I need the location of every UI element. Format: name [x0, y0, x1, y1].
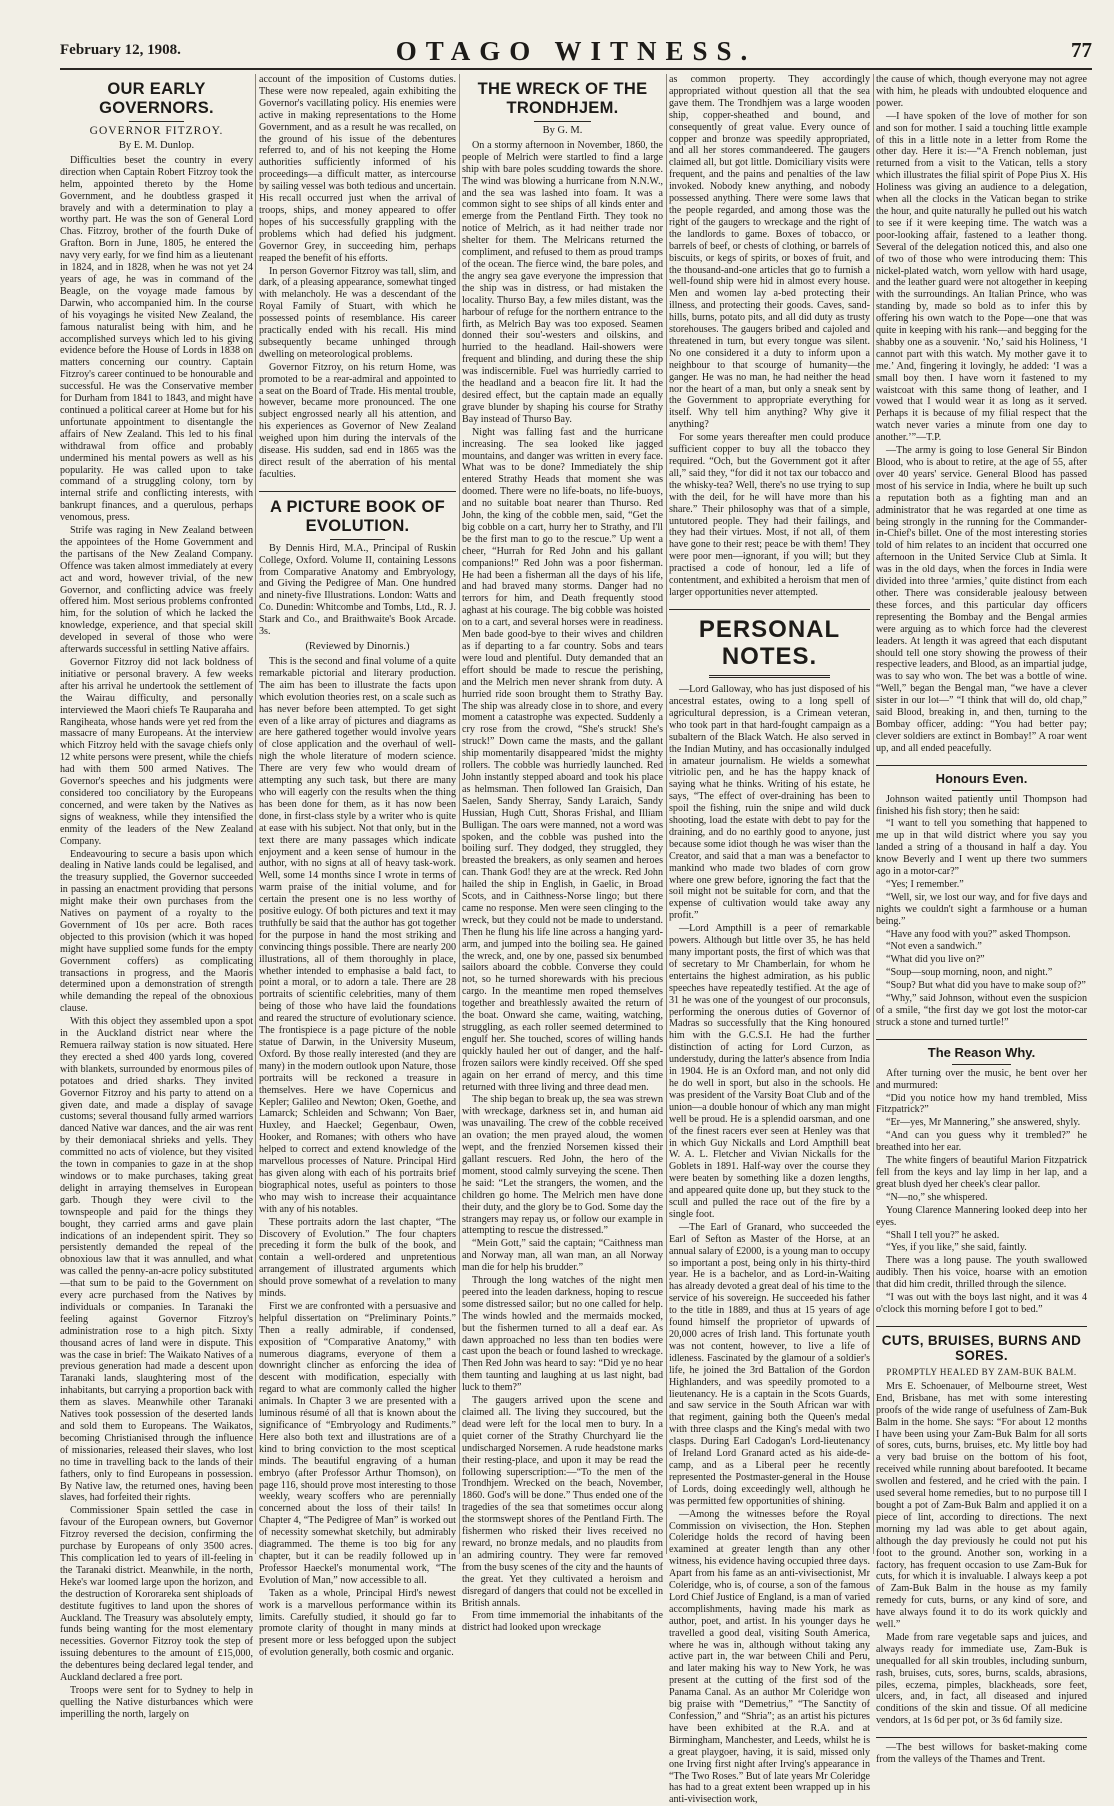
article-body-early-governors-continued — [259, 74, 456, 481]
note-item: the cause of which, though everyone may not agree with him, he pleads with undoubted eloquence and power. — [876, 74, 1087, 109]
section-rule — [669, 609, 870, 610]
paragraph: Governor Fitzroy did not lack boldness of initiative or personal bravery. A few weeks after his arrival he undertook the settlement of the Wairau difficulty, and personally interviewed the Maori chiefs Te Rauparaha and Rangiheata, whose hands were yet red from the massacre of many Europeans. At the interview which Fitzroy held with the savage chiefs only 12 white persons were present, while the chiefs had with them 500 armed Natives. The Governor's speeches and his judgments were considered too conciliatory by the Europeans concerned, and were taken by the Natives as signs of weakness, while they intensified the enmity of the leaders of the New Zealand Company. — [60, 657, 253, 847]
title-rule — [952, 790, 1011, 791]
note-item: —I have spoken of the love of mother for son and son for mother. I said a touching little example of this in a little note in a letter from Rome the other day. Here it is:—“A French nobleman, just returned from a visit to the Vatican, tells a story which illustrates the filial spirit of Pope Pius X. His Holiness was giving an audience to a delegation, when all the clocks in the Vatican began to strike the hour, and quite naturally he pulled out his watch to see if it were keeping time. The watch was a poor-looking affair, fastened to a leather thong. Several of the delegation noticed this, and also one of two of those who were introducing them: This nickel-plated watch, worn yellow with hard usage, and the leather guard were not altogether in keeping with the surroundings. An Italian Prince, who was standing by, made so bold as to infer this by offering his own watch to the Pope—one that was quite in keeping with his rank—and begging for the shabby one as a souvenir. ‘No,’ said his Holiness, ‘I cannot part with this watch. My mother gave it to me.’ And, fingering it lovingly, he added: ‘I was a small boy then. I have worn it fastened to my waistcoat with this same thong of leather, and I vowed that I would wear it as long as it served. Perhaps it is because of my filial respect that the watch never varies a minute from one day to another.’”—T.P. — [876, 110, 1087, 444]
zam-buk-body — [876, 1381, 1087, 1727]
paragraph: This is the second and final volume of a quite remarkable pictorial and literary production. The aim has been to illustrate the facts upon which evolution theories rest, on a scale such as has never before been attempted. To get sight even of a like array of pictures and diagrams as are here gathered together would involve years of close application and the overhaul of well-nigh the whole literature of modern science. There are very few who would dream of attempting any such task, but there are many who will eagerly con the results when the thing has been done for them, as it has now been done, in first-class style by a writer who is quite at ease with his subject. Not that only, but in the text there are many passages which indicate enjoyment and a keen sense of humour in the author, with no signs at all of heavy task-work. Well, some 14 months since I wrote in terms of warm praise of the initial volume, and for certain the present one is no less worthy of positive eulogy. Of both pictures and text it may truthfully be said that the author has got together for the purpose in hand the most striking and convincing things possible. There are nearly 200 illustrations, all of them thoroughly in place, whether intended to emphasise a bald fact, to point a moral, or to adorn a tale. There are 28 portraits of scientific celebrities, many of them being of those who have laid the foundations and reared the structure of evolutionary science. The frontispiece is a page picture of the noble statue of Darwin, in the University Museum, Oxford. By those really interested (and they are many) in the modern outlook upon Nature, those portraits will be reckoned a treasure in themselves. Here we have Copernicus and Kepler; Galileo and Newton; Oken, Goethe, and Lamarck; Schleiden and Schwann; Von Baer, Huxley, and Haeckel; Gegenbaur, Owen, Hooker, and Romanes; with others who have helped to correct and extend knowledge of the marvellous processes of Nature. Principal Hird has given along with each of his portraits brief biographical notes, useful as pointers to those who may wish to increase their acquaintance with any of his notables. — [259, 656, 456, 1215]
note-item: —Lord Galloway, who has just disposed of his ancestral estates, owing to a long spell of agricultural depression, is a Crimean veteran, who took part in that hard-fought campaign as a subaltern of the Black Watch. He also served in the Indian Mutiny, and has occasionally indulged in amateur journalism. He wields a somewhat vitriolic pen, and he has the happy knack of saying what he thinks. Writing of his estate, he says, “The effect of over-draining has been to spoil the fishing, ruin the snipe and wild duck shooting, load the estate with debt to pay for the draining, and do no earthly good to anyone, just because some idiot though he was wiser than the Creator, and said that a man was a benefactor to mankind who made two blades of corn grow where one grew before, ignoring the fact that the soil might not be suitable for corn, and that the expense of cultivation would take away any profit.” — [669, 684, 870, 922]
paragraph: There was a long pause. The youth swallowed audibly. Then his voice, hoarse with an emotion that did him credit, thrilled through the silence. — [876, 1255, 1087, 1291]
paragraph: On a stormy afternoon in November, 1860, the people of Melrich were startled to find a large ship with bare poles scudding towards the shore. The wind was blowing a hurricane from N.N.W., and the sea was lashed into foam. It was a common sight to see ships of all kinds enter and emerge from the Pentland Firth. They took no notice of Melrich, as it had neither trade nor shelter for them. The Melricans returned the compliment, and refused to them as proud tramps of the ocean. The fierce wind, the bare poles, and the angry sea gave everyone the impression that the ship was in distress, or had mistaken the locality. Thurso Bay, a few miles distant, was the harbour of refuge for the northern entrance to the firth, as Melrich Bay was too exposed. Seamen donned their sou'-westers and oilskins, and hurried to the headland. Hail-showers were frequent and blinding, and during these the ship was indiscernible. Fuel was hurriedly carried to the headland and a beacon fire lit. It had the desired effect, but the captain made an equally grave blunder by shaping his course for Strathy Bay instead of Thurso Bay. — [462, 139, 663, 425]
paragraph: In person Governor Fitzroy was tall, slim, and dark, of a pleasing appearance, somewhat tinged with melancholy. He was a descendant of the Royal Family of Stuart, with which he possessed points of resemblance. His career practically ended with his recall. His mind subsequently became unhinged through dwelling on meteorological problems. — [259, 265, 456, 360]
paragraph: “I was out with the boys last night, and it was 4 o'clock this morning before I got to bed.” — [876, 1292, 1087, 1315]
paragraph: Made from rare vegetable saps and juices, and always ready for immediate use, Zam-Buk is unequalled for all skin troubles, including sunburn, rash, bruises, cuts, sores, burns, scalds, abrasions, piles, eczema, pimples, blackheads, sore feet, ulcers, and, in fact, all diseased and injured conditions of the skin and tissue. Of all medicine vendors, at 1s 6d per pot, or 3s 6d family size. — [876, 1631, 1087, 1727]
paragraph: From time immemorial the inhabitants of the district had looked upon wreckage — [462, 1610, 663, 1634]
paragraph: Troops were sent for to Sydney to help in quelling the Native disturbances which were imperilling the north, largely on — [60, 1684, 253, 1720]
paragraph: Taken as a whole, Principal Hird's newest work is a marvellous performance within its limits. Carefully studied, it should go far to promote clarity of thought in many minds at present more or less befogged upon the subject of evolution generally, both cosmic and organic. — [259, 1587, 456, 1659]
paragraph: “And can you guess why it trembled?” he breathed into her ear. — [876, 1130, 1087, 1154]
section-title-cuts-bruises: CUTS, BRUISES, BURNS AND SORES. — [881, 1332, 1082, 1364]
paragraph: First we are confronted with a persuasive and helpful dissertation on “Preliminary Points.” Then a really admirable, if condensed, exposition of “Comparative Anatomy,” with numerous diagrams, everyone of them a downright clincher as enforcing the idea of descent with modification, especially with regard to what are commonly called the higher animals. In Chapter 3 we are presented with a luminous résumé of all that is known about the significance of “Embryology and Rudiments.” Here also both text and illustrations are of a kind to bring conviction to the most sceptical minds. The beautiful engraving of a human embryo (after Professor Arthur Thomson), on page 116, should prove most interesting to those weekly, weary scoffers who are perennially concerned about the loss of their tails! In Chapter 4, “The Pedigree of Man” is worked out of necessity somewhat sketchily, but admirably diagrammed. The theme is too big for any chapter, but it can be readily followed up in Professor Haeckel's monumental work, “The Evolution of Man,” now accessible to all. — [259, 1300, 456, 1586]
title-rule — [129, 121, 183, 122]
article-byline: By G. M. — [542, 124, 583, 136]
section-title-personal-notes: PERSONAL NOTES. — [698, 615, 841, 671]
paragraph: “N—no,” she whispered. — [886, 1191, 988, 1203]
paragraph: “Er—yes, Mr Mannering,” she answered, shyly. — [886, 1117, 1081, 1129]
paragraph: “What did you live on?” — [886, 954, 985, 966]
page-number: 77 — [1071, 38, 1092, 62]
note-item: —Lord Ampthill is a peer of remarkable powers. Although but little over 35, he has held many important posts, the first of which was that of secretary to Mr Chamberlain, for whom he entertains the highest admiration, as his public speeches have repeatedly testified. At the age of 31 he was one of the youngest of our proconsuls, performing the onerous duties of Governor of Madras so successfully that the King honoured him with the G.C.S.I. He had the further distinction of acting for Lord Curzon, as understudy, during the latter's absence from India in 1904. He is an Oxford man, and not only did he do well in sport, but also in the schools. He was president of the Varsity Boat Club and of the union—a double honour of which any man might well be proud. He is a splendid oarsman, and one of the finest racers ever seen at Henley was that in which Guy Nickalls and Lord Ampthill beat W. A. L. Fletcher and Vivian Nickalls for the Goblets in 1891. Half-way over the course they were beaten by something like a dozen lengths, and appeared quite done up, but they stuck to the scull and pulled the race out of the fire by a single foot. — [669, 923, 870, 1220]
paragraph: as common property. They accordingly appropriated without question all that the sea gave them. The Trondhjem was a large wooden ship, copper-sheathed and bound, and consequently of great value. Every ounce of copper and bronze was speedily appropriated, and all her stores commandeered. The gaugers claimed all, but got little. Domiciliary visits were frequent, and the pains and penalties of the law invoked. Nobody knew anything, and nobody possessed anything. There were some laws that the people regarded, and among those was the right of the gaugers to wreckage and the right of the landlords to game. Boxes of tobacco, or barrels of beef, or chests of clothing, or barrels of biscuits, or kegs of spirits, or boxes of fruit, and the thousand-and-one articles that go to furnish a well-found ship were hid in almost every house. Men and women lay a-bed protecting their illness, and protecting their goods. Caves, sand-hills, burns, potato pits, and all did duty as trusty storehouses. The gaugers bribed and cajoled and threatened in turn, but every tongue was silent. No one considered it a duty to inform upon a neighbour to that scourge of humanity—the ganger. He was no man, he had neither the head nor the heart of a man, but only a sneak sent by the Government to appropriate everything for itself. Why tell him anything? Why give it anything? — [669, 74, 870, 431]
paragraph: “I want to tell you something that happened to me up in that wild district where you say you landed a string of a thousand in half a day. You know Beverly and I went up there two summers ago in a motor-car?” — [876, 818, 1087, 878]
article-body-wreck — [462, 140, 663, 1634]
section-title-honours-even: Honours Even. — [935, 770, 1028, 786]
note-item: —The army is going to lose General Sir Bindon Blood, who is about to retire, at the age of 55, after over 40 years' service. General Blood has passed most of his service in India, where he built up such a reputation both as a fighting man and an administrator that he was regarded at one time as being strongly in the running for the Commander-in-Chief's billet. One of the most interesting stories told of him relates to an incident that occurred one afternoon in the United Service Club at Simla. It was in the old days, when the forces in India were divided into three ‘armies,’ quite distinct from each other. There was considerable jealousy between these forces, and this particular day officers representing the Bombay and the Bengal armies were arguing as to which force had the cleverest leaders. At length it was agreed that each disputant should tell one story showing the prowess of their respective leaders, and Blood, as an impartial judge, was to say who won. The bet was a bottle of wine. “Well,” began the Bengal man, “we have a clever sister in our lot—” “I think that will do, old chap,” said Blood, breaking in, and then, turning to the Bombay officer, adding: “You had better pay; clever soldiers are extinct in Bombay!” A roar went up, and all ended peacefully. — [876, 445, 1087, 754]
paragraph: Endeavouring to secure a basis upon which dealing in Native lands could be legalised, and the treasury supplied, the Governor succeeded in passing an enactment providing that persons might make their own purchases from the Natives on payment of a royalty to the Government of 10s per acre. Both races objected to this provision (which it was hoped might have supplied some funds for the empty Government coffers) as complicating transactions in progress, and the Maoris determined upon a demonstration of strength while demanding the repeal of the obnoxious clause. — [60, 848, 253, 1015]
section-rule — [876, 1737, 1087, 1738]
column-4 — [669, 74, 870, 1806]
paragraph: “Yes; I remember.” — [886, 878, 964, 890]
title-double-rule — [709, 675, 830, 678]
paragraph: The white fingers of beautiful Marion Fitzpatrick fell from the keys and lay limp in her lap, and a great blush dyed her cheek's clear pallor. — [876, 1155, 1087, 1190]
section-rule — [876, 1039, 1087, 1040]
title-rule — [534, 121, 590, 122]
paragraph: “Have any food with you?” asked Thompson. — [886, 928, 1071, 940]
article-title-wreck: THE WRECK OF THE TRONDHJEM. — [477, 80, 648, 117]
paragraph: Mrs E. Schoenauer, of Melbourne street, West End, Brisbane, has met with some interesting proofs of the wide range of usefulness of Zam-Buk Balm in the home. She says: “For about 12 months I have been using your Zam-Buk Balm for all sorts of sores, cuts, burns, bruises, etc. My little boy had a very bad bruise on the bottom of his foot, received while running about barefooted. It became swollen and festered, and he cried with the pain. I used several home remedies, but to no purpose till I bought a pot of Zam-Buk Balm and applied it on a piece of lint, according to directions. The next morning my lad was able to get about again, although the day previously he could not put his foot to the ground. Another son, working in a factory, has frequent occasion to use Zam-Buk for cuts, for which it is invaluable. I always keep a pot of Zam-Buk Balm in the house as my family remedy for cuts, burns, or any kind of sore, and have always found it to do its work quickly and well.” — [876, 1380, 1087, 1631]
note-item: —The Earl of Granard, who succeeded the Earl of Sefton as Master of the Horse, at an annual salary of £2000, is a young man to occupy so important a post, being only in his thirty-third year. He is a bachelor, and as Lord-in-Waiting has already devoted a great deal of his time to the service of his sovereign. He succeeded his father to the title in 1889, and thus at 15 years of age found himself the proprietor of upwards of 20,000 acres of Irish land. This fortunate youth was not content, however, to live a life of idleness. Fascinated by the glamour of a soldier's life, he joined the 3rd Battalion of the Gordon Highlanders, and was speedily promoted to a lieutenancy. He is a captain in the Scots Guards, and saw service in the South African war with that regiment, gaining both the Queen's medal with three clasps and the King's medal with two clasps. During Earl Cadogan's Lord-lieutenancy of Ireland Lord Granard acted as his aide-de-camp, and as a Liberal peer he recently represented the Postmaster-general in the House of Lords, doing exceedingly well, although he was permitted few opportunities of shining. — [669, 1221, 870, 1507]
article-subtitle: GOVERNOR FITZROY. — [89, 124, 224, 137]
paragraph: “Well, sir, we lost our way, and for five days and nights we couldn't sight a farmhouse or a human being.” — [876, 891, 1087, 927]
column-2 — [259, 74, 456, 1659]
personal-notes-body — [669, 684, 870, 1806]
honours-even-body — [876, 794, 1087, 1029]
section-title-reason-why: The Reason Why. — [927, 1044, 1036, 1060]
paragraph: “Why,” said Johnson, without even the suspicion of a smile, “the first day we got lost the motor-car struck a stone and turned turtle!” — [876, 993, 1087, 1028]
masthead — [60, 36, 1092, 66]
paragraph: “Shall I tell you?” he asked. — [886, 1229, 1000, 1241]
footer-note — [876, 1742, 1087, 1766]
paragraph: “Yes, if you like,” she said, faintly. — [886, 1242, 1027, 1254]
article-title-picture-book: A PICTURE BOOK OF EVOLUTION. — [270, 497, 445, 535]
column-divider — [873, 74, 874, 1554]
paragraph: “Soup—soup morning, noon, and night.” — [886, 967, 1053, 979]
paragraph: “Soup? But what did you have to make soup of?” — [886, 980, 1086, 992]
column-3 — [462, 74, 663, 1634]
reviewer-line: (Reviewed by Dinornis.) — [305, 641, 410, 652]
title-rule — [330, 539, 385, 540]
paragraph: —The best willows for basket-making come from the valleys of the Thames and Trent. — [876, 1742, 1087, 1766]
paragraph: For some years thereafter men could produce sufficient copper to buy all the tobacco they required. “Och, but the Government got it after all,” said they, “for did it not tax our tobacco and the whisky-tea? Well, there's no use trying to sup with the deil, for he will have more than his share.” Their philosophy was that of a simple, untutored people. They had their failings, and they had their virtues. Most, if not all, of them have gone to their rest; peace be with them! They were poor men—ignorant, if you will; but they practised a code of honour, led a life of contentment, and exhibited a heroism that men of larger opportunities never attempted. — [669, 432, 870, 598]
column-divider — [459, 74, 460, 1554]
paragraph: account of the imposition of Customs duties. These were now repealed, again exhibiting the Governor's vacillating policy. His enemies were active in making representations to the Home Government, and as a result he was recalled, on the ground of his issue of the debentures referred to, and of his not keeping the Home authorities sufficiently informed of his proceedings—a difficult matter, as intercourse by sailing vessel was both tedious and uncertain. His recall occurred just when the arrival of troops, ships, and money appeared to offer hopes of his successfully grappling with the problems which had defied his judgment. Governor Grey, in succeeding him, perhaps reaped the benefit of his efforts. — [259, 74, 456, 264]
paragraph: Night was falling fast and the hurricane increasing. The sea looked like jagged mountains, and danger was written in every face. What was to be done? Immediately the ship entered Strathy Heads that moment she was doomed. There were no life-boats, no life-buoys, and no suitable boat nearer than Thurso. Red John, the king of the cobble men, said, “Get the big cobble on a cart, hurry her to Strathy, and I'll be the first man to go to the rescue.” Up went a cheer, “Hurrah for Red John and his gallant companions!” Red John was a poor fisherman. He had been a fisherman all the days of his life, and had braved many storms. Danger had no terrors for him, and Death frequently stood aghast at his courage. The big cobble was hoisted on to a cart, and several horses were in readiness. Men bade good-bye to their wives and children as if departing to a far country. Sobs and tears were loud and plentiful. Duty demanded that an effort should be made to rescue the perishing, and the Melrich men never shrank from duty. A hurried ride soon brought them to Strathy Bay. The ship was already close in to shore, and every moment a catastrophe was expected. Suddenly a cry rose from the crowd, “She's struck! She's struck!” Down came the masts, and the gallant ship momentarily disappeared 'midst the mighty rollers. The cobble was hurriedly launched. Red John instantly stepped aboard and took his place as helmsman. Then followed Ian Graisich, Dan Saelen, Sandy Sherray, Sandy Laraich, Sandy Hussian, Hugh Cutt, Shoras Frishal, and Illiam Bulligan. The oars were manned, not a word was spoken, and the cobble was pushed into the boiling surf. They dodged, they struggled, they breasted the breakers, as only seamen and heroes can. Thank God! they are at the wreck. Red John hailed the ship in English, in Gaelic, in Broad Scots, and in Caithness-Norse lingo; but there came no response. Men were seen clinging to the wreck, but they could not be made to understand. Then he flung his life line across a hanging yard-arm, and jumped into the boiling sea. He gained the wreck, and, one by one, passed six benumbed sailors aboard the cobble. Converse they could not, so he turned shorewards with his precious cargo. In the meantime men roped themselves together and breathlessly awaited the return of the boat. Onward she came, waiting, watching, struggling, as each roller seemed determined to engulf her. She touched, scores of willing hands quickly hauled her out of danger, and the half-frozen sailors were kindly received. Off she sped again on her errand of mercy, and this time returned with three living and three dead men. — [462, 426, 663, 1093]
article-body-wreck-continued — [669, 74, 870, 599]
paragraph: “Not even a sandwich.” — [886, 941, 982, 953]
paragraph: Strife was raging in New Zealand between the appointees of the Home Government and the partisans of the New Zealand Company. Offence was taken almost immediately at every act and word, however trivial, of the new Governor, and conflicting advice was freely offered him. Most serious problems confronted him, for the solution of which he lacked the knowledge, experience, and that special skill developed in several of those who were afterwards successful in settling Native affairs. — [60, 525, 253, 656]
note-item: —Among the witnesses before the Royal Commission on vivisection, the Hon. Stephen Coleridge holds the record of having been examined at greater length than any other witness, his evidence having occupied three days. Apart from his fame as an anti-vivisectionist, Mr Coleridge, who is, of course, a son of the famous Lord Chief Justice of England, is a man of varied accomplishments, having made his mark as author, poet, and artist. In his younger days he travelled a good deal, visiting South America, where he was in, although without taking any active part in, the war between Chili and Peru, and later making his way to New York, he was present at the cutting of the first sod of the Panama Canal. As an author Mr Coleridge won big praise with “Demetrius,” “The Sanctity of Confession,” and “Shria”; as an artist his pictures have been exhibited at the R.A. and at Birmingham, Manchester, and Leeds, whilst he is a great playgoer, having, it is said, missed only one Irving first night after Irving's appearance in “The Two Roses.” But of late years Mr Coleridge has had to a great extent been wrapped up in his anti-vivisection work, — [669, 1508, 870, 1806]
paragraph: Young Clarence Mannering looked deep into her eyes. — [876, 1204, 1087, 1228]
article-body-picture-book — [259, 656, 456, 1659]
paragraph: The gaugers arrived upon the scene and claimed all. The living they succoured, but the dead were left for the local men to bury. In a quiet corner of the Strathy Churchyard lie the undischarged Norsemen. A rude headstone marks their resting-place, and upon it may be read the following superscription:—“To the men of the Trondhjem. Wrecked on the beach, November, 1860. God's will be done.” Thus ended one of the tragedies of the sea that sometimes occur along the stormswept shores of the Pentland Firth. The fishermen who risked their lives received no reward, no bronze medals, and no plaudits from an admiring country. They were far removed from the busy scenes of the city and the haunts of the great. Yet they cultivated a heroism and disregard of dangers that could not be excelled in British annals. — [462, 1395, 663, 1609]
section-subtitle-zam-buk: PROMPTLY HEALED BY ZAM-BUK BALM. — [886, 1366, 1077, 1377]
reason-why-body — [876, 1068, 1087, 1316]
paragraph: With this object they assembled upon a spot in the Auckland district near where the Remuera railway station is now situated. Here they erected a shed 400 yards long, covered with blankets, surrounded by enormous piles of potatoes and dried sharks. They invited Governor Fitzroy and his party to attend on a given date, and made a display of savage customs; several thousand fully armed warriors danced Native war dances, and the air was rent by their demoniacal shrieks and yells. They committed no acts of violence, but they visited the town in companies to gaze in at the shop windows or to make purchases, taking great delight in arraying themselves in European garb. Though they were civil to the townspeople and paid for the things they bought, they carried arms and gave plain indications of an independent spirit. They so persistently demanded the repeal of the obnoxious law that it was annulled, and what was called the penny-an-acre policy substituted—that sum to be paid to the Government on every acre purchased from the Natives by individuals or companies. In Taranaki the feeling against Governor Fitzroy's administration rose to a high pitch. Sixty thousand acres of land were in dispute. This was the case in brief: The Waikato Natives of a previous generation had made a descent upon Taranaki lands, slaughtering most of the inhabitants, but carrying a proportion back with them as slaves. Meanwhile other Taranaki Natives took possession of the deserted lands and sold them to Europeans. The Waikatos, becoming Christianised through the influence of missionaries, released their slaves, who lost no time in travelling back to the lands of their fathers, only to find Europeans in possession. By Native law, the returned ones, having been slaves, had forfeited their rights. — [60, 1016, 253, 1504]
column-1 — [60, 74, 253, 1720]
paragraph: “Did you notice how my hand trembled, Miss Fitzpatrick?” — [876, 1092, 1087, 1116]
personal-notes-continued — [876, 74, 1087, 755]
column-divider — [666, 74, 667, 1554]
book-notice-text: By Dennis Hird, M.A., Principal of Ruskin College, Oxford. Volume II, containing Lessons from Comparative Anatomy and Embryology, and Giving the Pedigree of Man. One hundred and ninety-five Illustrations. London: Watts and Co. Dunedin: Whitcombe and Tombs, Ltd., R. J. Stark and Co., and Braithwaite's Book Arcade. 3s. — [259, 542, 456, 638]
book-notice — [259, 543, 456, 638]
newspaper-title: OTAGO WITNESS. — [395, 36, 757, 66]
paragraph: Governor Fitzroy, on his return Home, was promoted to be a rear-admiral and appointed to a seat on the Board of Trade. His mental trouble, however, became more pronounced. The one subject engrossed nearly all his attention, and his experiences as Governor of New Zealand weighed upon him during the intervals of the disease. His sudden, sad end in 1865 was the direct result of the aberration of his mental faculties. — [259, 361, 456, 480]
paragraph: Through the long watches of the night men peered into the leaden darkness, hoping to rescue some distressed sailor; but no one called for help. The winds howled and the mermaids mocked, but the fishermen turned to all a deaf ear. As dawn approached no less than ten bodies were cast upon the beach or found lashed to wreckage. Then Red John was heard to say: “Did ye no hear them taunting and laughing at us last night, bad luck to them?” — [462, 1275, 663, 1394]
paragraph: The ship began to break up, the sea was strewn with wreckage, darkness set in, and human aid was unavailing. The crew of the cobble received an ovation; the men prayed aloud, the women wept, and the frenzied Norsemen kissed their gallant rescuers. Red John, the hero of the moment, stood calmly surveying the scene. Then he said: “Let the strangers, the women, and the children go home. The Melrich men have done their duty, and the glory be to God. Some day the strangers may repay us, or follow our example in attempting to rescue the distressed.” — [462, 1094, 663, 1237]
issue-date: February 12, 1908. — [60, 42, 181, 58]
paragraph: These portraits adorn the last chapter, “The Discovery of Evolution.” The four chapters preceding it form the bulk of the book, and contain a well-ordered and unpretentious arrangement of illustrated arguments which should prove somewhat of a revelation to many minds. — [259, 1216, 456, 1300]
section-rule — [259, 491, 456, 492]
paragraph: Johnson waited patiently until Thompson had finished his fish story; then he said: — [876, 793, 1087, 817]
section-rule — [876, 1326, 1087, 1327]
paragraph: “Mein Gott,” said the captain; “Caithness man and Norway man, all wan man, an all Norway man die for help his brudder.” — [462, 1238, 663, 1274]
column-divider — [255, 74, 256, 1554]
article-title-early-governors: OUR EARLY GOVERNORS. — [99, 80, 214, 117]
paragraph: After turning over the music, he bent over her and murmured: — [876, 1067, 1087, 1091]
column-5 — [876, 74, 1087, 1766]
masthead-rule — [60, 68, 1092, 70]
paragraph: Commissioner Spain settled the case in favour of the European owners, but Governor Fitzroy reversed the decision, confirming the purchase by Europeans of only 3500 acres. This complication led to years of ill-feeling in the Taranaki district. Meanwhile, in the north, Heke's war loomed large upon the horizon, and the destruction of Kororareka sent shiploads of destitute fugitives to land upon the shores of Auckland. The Treasury was absolutely empty, funds being wanting for the most elementary necessities. Governor Fitzroy took the step of issuing debentures to the amount of £15,000, the debentures being declared legal tender, and Auckland declared a free port. — [60, 1505, 253, 1684]
section-rule — [876, 765, 1087, 766]
article-byline: By E. M. Dunlop. — [118, 139, 195, 151]
title-rule — [952, 1064, 1011, 1065]
paragraph: Difficulties beset the country in every direction when Captain Robert Fitzroy took the helm, appointed thereto by the Home Government, and he doubtless grasped it bravely and with a determination to play a worthy part. He was the son of General Lord Chas. Fitzroy, brother of the fourth Duke of Grafton. Born in June, 1805, he entered the navy very early, for we find him as a lieutenant in 1824, and in 1828, when he was not yet 24 years of age, he was in command of the Beagle, on the voyage made famous by Darwin, who accompanied him. In the course of his voyagings he visited New Zealand, the famous naturalist being with him, and he accomplished surveys which led to his giving evidence before the House of Lords in 1838 on matters concerning our country. Captain Fitzroy's career continued to be honourable and successful. He was the Conservative member for Durham from 1841 to 1843, and might have continued a political career at Home but for his unfortunate appointment to disentangle the affairs of New Zealand. This led to his final withdrawal from office and probably undermined his mental powers as well as his popularity. He was called upon to take command of a struggling colony, torn by internal strife and conflicting interests, with bankrupt finances, and a querulous, perhaps venomous, press. — [60, 154, 253, 524]
article-body-early-governors — [60, 155, 253, 1721]
